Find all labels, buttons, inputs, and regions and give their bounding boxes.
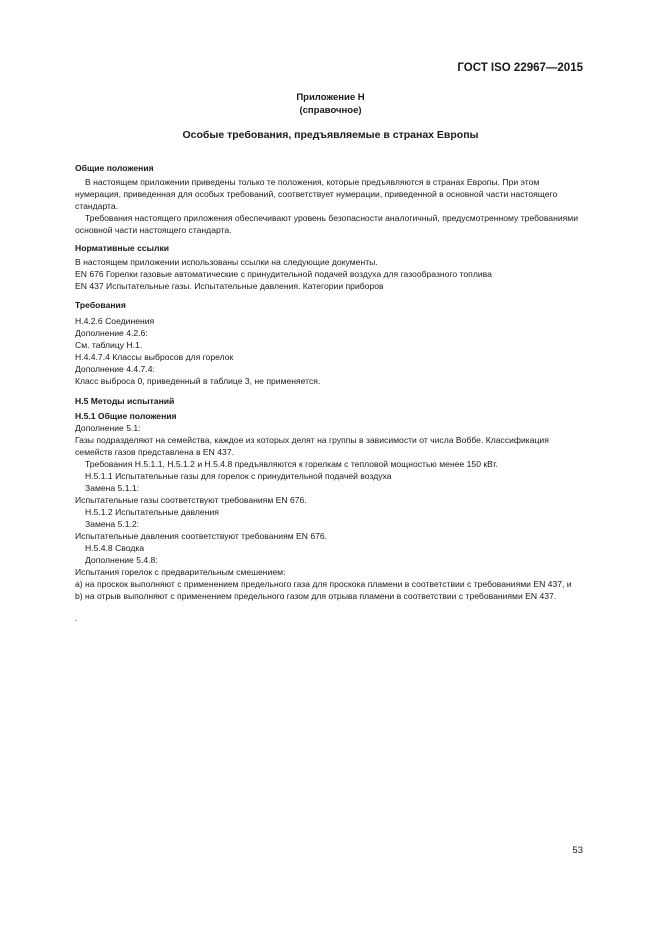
- annex-label: Приложение Н: [296, 92, 365, 103]
- clause-line: Н.5.1.1 Испытательные газы для горелок с принудительной подачей воздуха: [85, 471, 392, 481]
- clause-line: Замена 5.1.2:: [85, 519, 140, 529]
- list-item: а) на проскок выполняют с применением предельного газа для проскока пламени в соответствии с требованиями EN 437, и: [75, 579, 572, 589]
- clause-line: Класс выброса 0, приведенный в таблице 3, не применяется.: [75, 376, 321, 386]
- paragraph: Газы подразделяют на семейства, каждое из которых делят на группы в зависимости от числа Воббе. Классификация семейств газов представлена в EN 437.: [75, 435, 549, 457]
- section-heading-general: Общие положения: [75, 163, 154, 173]
- section-heading-requirements: Требования: [75, 300, 126, 310]
- section-heading-references: Нормативные ссылки: [75, 243, 170, 253]
- reference-item: EN 676 Горелки газовые автоматические с принудительной подачей воздуха для газообразного топлива: [75, 269, 492, 279]
- page-number: 53: [572, 845, 583, 856]
- clause-line: Дополнение 5.1:: [75, 423, 141, 433]
- paragraph: В настоящем приложении использованы ссылки на следующие документы.: [75, 257, 378, 267]
- paragraph: Требования Н.5.1.1, Н.5.1.2 и Н.5.4.8 предъявляются к горелкам с тепловой мощностью менее 150 кВт.: [85, 459, 498, 469]
- paragraph: Требования настоящего приложения обеспечивают уровень безопасности аналогичный, предусмотренному требованиями основной части настоящего стандарта.: [75, 213, 578, 235]
- clause-line: Н.4.2.6 Соединения: [75, 316, 155, 326]
- clause-line: Испытательные газы соответствуют требованиям EN 676.: [75, 495, 307, 505]
- standard-designation: ГОСТ ISO 22967—2015: [457, 62, 583, 74]
- clause-line: См. таблицу Н.1.: [75, 340, 143, 350]
- clause-line: Испытания горелок с предварительным смешением:: [75, 567, 286, 577]
- clause-line: Н.5.1.2 Испытательные давления: [85, 507, 219, 517]
- paragraph: В настоящем приложении приведены только те положения, которые предъявляются в странах Европы. При этом нумерация, приведенная для особых требований, соответствует нумерации, приведенной в основной части настоящего стандарта.: [75, 177, 558, 211]
- reference-item: EN 437 Испытательные газы. Испытательные давления. Категории приборов: [75, 281, 384, 291]
- trailing-dot: .: [75, 613, 78, 623]
- document-body: [75, 158, 587, 624]
- clause-line: Замена 5.1.1:: [85, 483, 140, 493]
- page-title: Особые требования, предъявляемые в странах Европы: [182, 129, 479, 141]
- clause-line: Испытательные давления соответствуют требованиям EN 676.: [75, 531, 328, 541]
- clause-line: Дополнение 5.4.8:: [85, 555, 158, 565]
- annex-heading: [0, 91, 661, 117]
- subsection-heading: Н.5.1 Общие положения: [75, 411, 177, 421]
- clause-line: Дополнение 4.4.7.4:: [75, 364, 155, 374]
- list-item: b) на отрыв выполняют с применением предельного газом для отрыва пламени в соответствии с требованиями EN 437.: [75, 591, 557, 601]
- clause-line: Н.5.4.8 Сводка: [85, 543, 145, 553]
- section-heading-methods: Н.5 Методы испытаний: [75, 396, 175, 406]
- clause-line: Дополнение 4.2.6:: [75, 328, 148, 338]
- clause-line: Н.4.4.7.4 Классы выбросов для горелок: [75, 352, 234, 362]
- annex-status: (справочное): [299, 105, 362, 116]
